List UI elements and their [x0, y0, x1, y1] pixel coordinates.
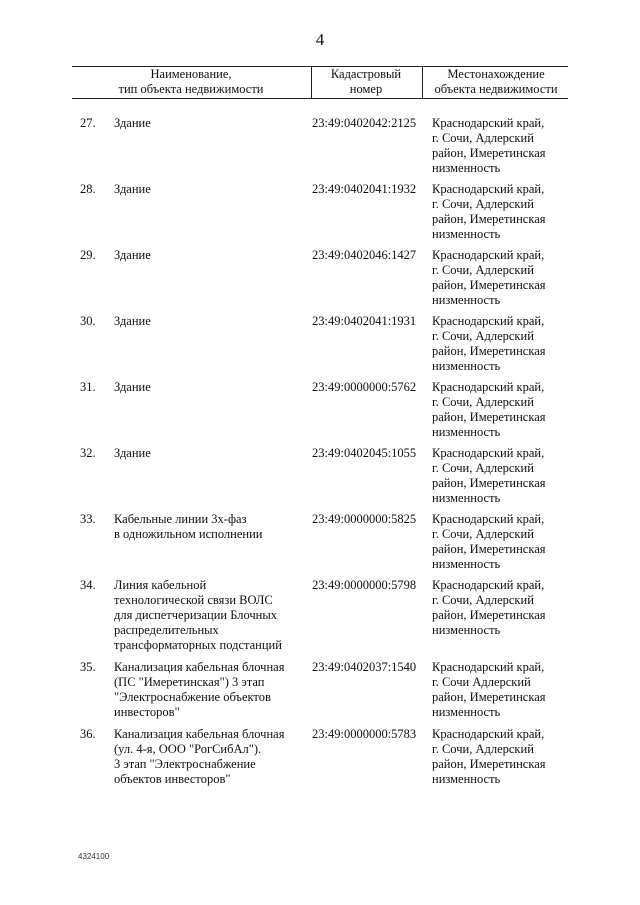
cadastral-number: 23:49:0402045:1055: [312, 446, 417, 460]
object-name: Здание: [114, 248, 151, 262]
cadastral-number: 23:49:0402042:2125: [312, 116, 417, 130]
object-location: Краснодарский край, г. Сочи, Адлерский район, Имеретинская низменность: [432, 512, 546, 571]
row-number: 29.: [80, 248, 96, 262]
page-number: 4: [315, 30, 325, 49]
cadastral-number: 23:49:0402041:1931: [312, 314, 417, 328]
cadastral-number: 23:49:0000000:5825: [312, 512, 417, 526]
object-name: Здание: [114, 182, 151, 196]
row-number: 28.: [80, 182, 96, 196]
object-name: Линия кабельной технологической связи ВОЛС для диспетчеризации Блочных распределительных трансформаторных подстанций: [114, 578, 282, 652]
row-number: 33.: [80, 512, 96, 526]
row-number: 35.: [80, 660, 96, 674]
header-cadastral-number: Кадастровый номер: [330, 67, 402, 96]
row-number: 32.: [80, 446, 96, 460]
row-number: 36.: [80, 727, 96, 741]
object-location: Краснодарский край, г. Сочи, Адлерский район, Имеретинская низменность: [432, 727, 546, 786]
header-column-divider: [422, 66, 423, 99]
object-name: Здание: [114, 446, 151, 460]
cadastral-number: 23:49:0000000:5783: [312, 727, 417, 741]
row-number: 30.: [80, 314, 96, 328]
cadastral-number: 23:49:0402037:1540: [312, 660, 417, 674]
header-location: Местонахождение объекта недвижимости: [434, 67, 558, 96]
object-name: Здание: [114, 380, 151, 394]
object-location: Краснодарский край, г. Сочи, Адлерский район, Имеретинская низменность: [432, 116, 546, 175]
document-footer-code: 4324100: [78, 852, 110, 861]
object-name: Канализация кабельная блочная (ПС "Имеретинская") 3 этап "Электроснабжение объектов инвесторов": [114, 660, 285, 719]
object-location: Краснодарский край, г. Сочи, Адлерский район, Имеретинская низменность: [432, 182, 546, 241]
row-number: 27.: [80, 116, 96, 130]
object-location: Краснодарский край, г. Сочи, Адлерский район, Имеретинская низменность: [432, 248, 546, 307]
cadastral-number: 23:49:0000000:5798: [312, 578, 417, 592]
cadastral-number: 23:49:0402041:1932: [312, 182, 417, 196]
object-name: Канализация кабельная блочная (ул. 4-я, ООО "РогСибАл"). 3 этап "Электроснабжение объектов инвесторов": [114, 727, 285, 786]
object-location: Краснодарский край, г. Сочи, Адлерский район, Имеретинская низменность: [432, 578, 546, 637]
header-name-type: Наименование, тип объекта недвижимости: [118, 67, 264, 96]
row-number: 31.: [80, 380, 96, 394]
cadastral-number: 23:49:0402046:1427: [312, 248, 417, 262]
object-name: Кабельные линии 3х-фаз в одножильном исполнении: [114, 512, 263, 541]
header-bottom-rule: [72, 98, 568, 99]
object-name: Здание: [114, 314, 151, 328]
row-number: 34.: [80, 578, 96, 592]
cadastral-number: 23:49:0000000:5762: [312, 380, 417, 394]
object-location: Краснодарский край, г. Сочи, Адлерский район, Имеретинская низменность: [432, 446, 546, 505]
object-location: Краснодарский край, г. Сочи Адлерский район, Имеретинская низменность: [432, 660, 546, 719]
object-name: Здание: [114, 116, 151, 130]
object-location: Краснодарский край, г. Сочи, Адлерский район, Имеретинская низменность: [432, 314, 546, 373]
object-location: Краснодарский край, г. Сочи, Адлерский район, Имеретинская низменность: [432, 380, 546, 439]
